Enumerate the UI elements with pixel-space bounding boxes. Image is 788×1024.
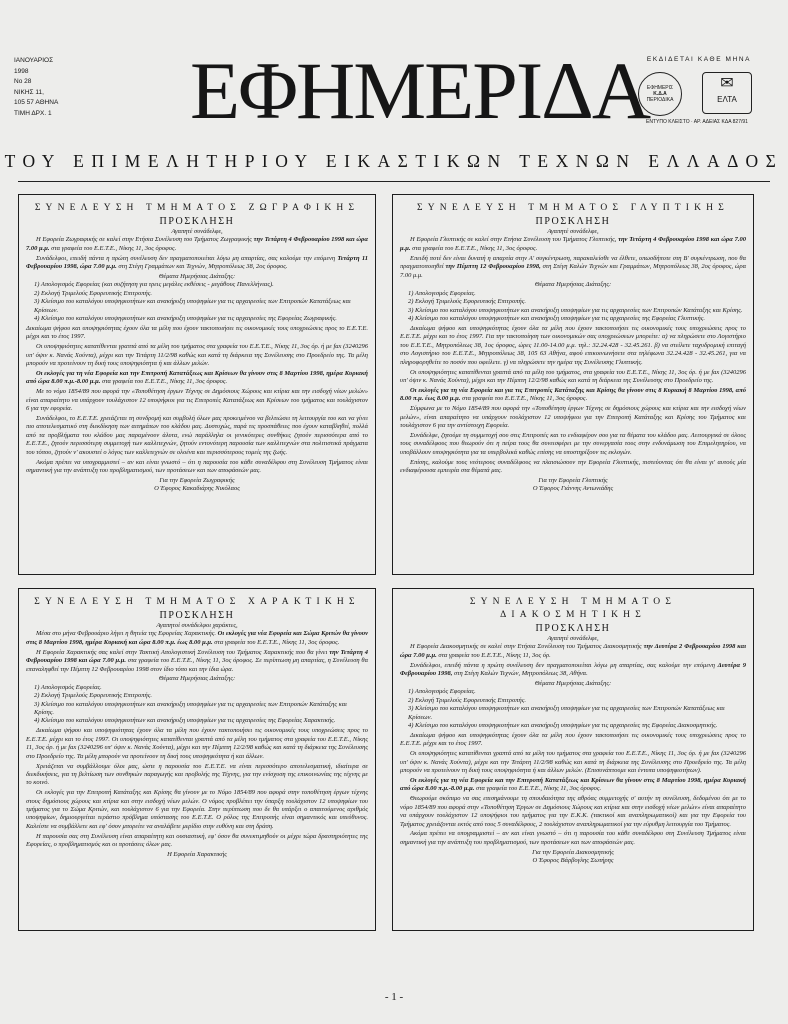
- notice-paragraph: Επειδή ποτέ δεν είναι δυνατή η απαρτία στην Α' συγκέντρωση, παρακαλείσθε να έλθετε, οπωσδήποτε στη Β' συγκέντρωση, που θα πραγματοποιηθεί την Πέμπτη 12 Φεβρουαρίου 1998, στη Στέγη Καλών Τεχνών και Γραμμάτων, Μητροπόλεως 38, 2ος όροφος, ώρα 7.00 μ.μ.: [400, 254, 746, 279]
- postal-note: ΕΝΤΥΠΟ ΚΛΕΙΣΤΟ · ΑΡ. ΑΔΕΙΑΣ ΚΔΑ 827/91: [646, 119, 748, 125]
- postal-stamp-icon: [638, 72, 682, 116]
- notice-greeting: Αγαπητοί συνάδελφοι χαράκτες,: [156, 622, 238, 629]
- agenda-item: 4) Κλείσιμο του καταλόγου υποψηφιοτήτων και ανακήρυξη υποψηφίων για τις αρχαιρεσίες της Εφορείας Διακοσμητικής.: [408, 722, 718, 730]
- notice-greeting: Αγαπητέ συνάδελφε,: [171, 228, 223, 235]
- notice-paragraph: Θεωρούμε σκόπιμο να σας επισημάνουμε τη σπουδαιότητα της αθρόας συμμετοχής σ' αυτήν τη συνέλευση, δεδομένου ότι με το νόμο 1854/89 που αφορά στην «Τοποθέτηση Έργων σε Δημόσιους Χώρους και κτίρια και στην εισδοχή νέων μελών» είναι απαραίτητο να υπάρχουν τουλάχιστον 12 υποψήφιοι του τμήματος για την Ε.Κ.Κ. (τακτικοί και αναπληρωματικοί) και για την Εφορεία του Τμήματος χρειάζονται εκτός από τους 5 συναδέλφους, 2 τουλάχιστον αναπληρωματικοί για την εύρυθμη λειτουργία του Τμήματος.: [400, 795, 746, 828]
- notice-invite: ΠΡΟΣΚΛΗΣΗ: [159, 216, 235, 227]
- agenda-list: [400, 688, 746, 730]
- notice-invite: ΠΡΟΣΚΛΗΣΗ: [159, 610, 235, 621]
- masthead-subtitle: ΤΟΥ ΕΠΙΜΕΛΗΤΗΡΙΟΥ ΕΙΚΑΣΤΙΚΩΝ ΤΕΧΝΩΝ ΕΛΛΑΔΟΣ: [4, 151, 784, 171]
- notice-greeting: Αγαπητέ συνάδελφε,: [547, 635, 599, 642]
- notice-paragraph: Συνάδελφοι, το Ε.Ε.Τ.Ε. χρειάζεται τη συνδρομή και συμβολή όλων μας προκειμένου να βελτιώσει τη λειτουργία του και να γίνει πιο αποτελεσματικό στη διεκδίκηση των αιτημάτων του κλάδου μας. Δυστυχώς, παρά τις προσπάθειες που έχουν καταβληθεί, πολλά από τα προβλήματα του κλάδου μας παραμένουν άλυτα, ενώ παράλληλα οι γενικότερες συνθήκες ζητούν περισσότερα από το Ε.Ε.Τ.Ε., ζητούν περισσότερη συμμετοχή των καλλιτεχνών, ζητούν εντονότερη παρουσία των καλλιτεχνών στα πολιτιστικά πράγματα του τόπου, ζητούν ν' ακουστεί ο λόγος των καλλιτεχνών σε ολοένα και περισσότερους τομείς της ζωής.: [26, 415, 368, 456]
- notice-paragraph: Οι εκλογές για τη νέα Εφορεία και για τις Επιτροπές Κατάταξης και Κρίσης θα γίνουν στις 8 Κυριακή 8 Μαρτίου 1998, από 8.00 π.μ. έως 8.00 μ.μ. στα γραφεία του Ε.Ε.Τ.Ε., Νίκης 11, 3ος όροφος.: [400, 386, 746, 403]
- issue-meta: [14, 56, 58, 119]
- signature-line: Για την Εφορεία Διακοσμητικής: [532, 848, 614, 856]
- notice-greeting: Αγαπητέ συνάδελφε,: [547, 228, 599, 235]
- agenda-item: 4) Κλείσιμο του καταλόγου υποψηφιοτήτων και ανακήρυξη υποψηφίων για τις αρχαιρεσίες της Εφορείας Χαρακτικής.: [34, 717, 336, 725]
- notice-paragraph: Οι υποψηφιότητες κατατίθενται γραπτά από τα μέλη του τμήματος, στα γραφεία του Ε.Ε.Τ.Ε., Νίκης 11, 3ος όρ. ή με fax (3240296 υπ' όψιν κ. Νανάς Χούντα), μέχρι και την Πέμπτη 12/2/98 καθώς και κατά τη διάρκεια της Συνέλευσης στο Προεδρείο της.: [400, 368, 746, 384]
- stamp-line-1: ΕΦΗΜΕΡΙΣ: [646, 85, 674, 91]
- notice-heading: ΣΥΝΕΛΕΥΣΗ ΤΜΗΜΑΤΟΣ ΓΛΥΠΤΙΚΗΣ: [417, 203, 729, 213]
- notice-paragraph: Σύμφωνα με το Νόμο 1854/89 που αφορά την «Τοποθέτηση έργων Τέχνης σε δημόσιους χώρους και κτίρια και την εισδοχή νέων μελών», είναι απαραίτητο να υπάρχουν τουλάχιστον 12 υποψήφιοι για την Επιτροπή Κατάταξης και Κρίσης του Τμήματος και τουλάχιστον 6 για την αντίστοιχη Εφορεία.: [400, 405, 746, 429]
- address-street: ΝΙΚΗΣ 11,: [14, 88, 44, 96]
- agenda-title: Θέματα Ημερήσιας Διάταξης:: [534, 281, 612, 289]
- notice-paragraph: Οι εκλογές για τη νέα Εφορεία και την Επιτροπή Κατατάξεως και Κρίσεων θα γίνουν στις 8 Μαρτίου 1998, ημέρα Κυριακή από ώρα 8.00 π.μ.-8.00 μ.μ. στα γραφεία του Ε.Ε.Τ.Ε., Νίκης 11, 3ος όροφος.: [26, 370, 368, 386]
- notice-paragraph: Συνάδελφε, ζητούμε τη συμμετοχή σου στις Επιτροπές και το ενδιαφέρον σου για τα θέματα του κλάδου μας. Λειτουργικά σε όλους τους συναδέλφους που θεωρούν ότι η πείρα τους θα συνεισφέρει με την συνεργασία τους στην ενδυνάμωση του Επιμελητηρίου, να υποβάλλουν υποψηφιότητα για τα υπερβολικά καθώς επίσης να υποστηρίξουν τις εκλογών.: [400, 431, 746, 456]
- notice-paragraph: Ακόμα πρέπει να υπογραμμιστεί – αν και είναι γνωστό – ότι η παρουσία του κάθε συναδέλφου στη Συνέλευση Τμήματος είναι σημαντική για την ανάπτυξη του προβληματισμού, των προτάσεων και των αποφάσεών μας.: [26, 458, 368, 474]
- notice-paragraph: Δικαίωμα ψήφου και υποψηφιότητας έχουν όλα τα μέλη που έχουν τακτοποιήσει τις οικονομικές τους υποχρεώσεις προς το Ε.Ε.Τ.Ε. μέχρι και το έτος 1997. Οι υποψηφιότητες κατατίθενται γραπτά από τα μέλη του τμήματος στα γραφεία του Ε.Ε.Τ.Ε., Νίκης 11, 3ος όρ. ή με fax (3240296 υπ' όψιν κ. Νανάς Χούντα), μέχρι και την Πέμπτη 12/2/98 καθώς και κατά τη διάρκεια της Συνέλευσης στο Προεδρείο της. Τα μέλη μπορούν να προτείνουν τη δική τους υποψηφιότητα ή και άλλων.: [26, 727, 368, 760]
- elta-logo: [702, 72, 752, 114]
- notice-paragraph: Οι εκλογές για τη νέα Εφορεία και την Επιτροπή Κατατάξεως και Κρίσεων θα γίνουν στις 8 Μαρτίου 1998, ημέρα Κυριακή από ώρα 8.00 π.μ.-8.00 μ.μ. στα γραφεία του Ε.Ε.Τ.Ε., Νίκης 11, 3ος όροφος.: [400, 777, 746, 793]
- agenda-list: [400, 290, 746, 324]
- agenda-item: 1) Απολογισμός Εφορείας.: [408, 688, 476, 696]
- notice-paragraph: Η Εφορεία Χαρακτικής σας καλεί στην Τακτική Απολογιστική Συνέλευση του Τμήματος Χαρακτικής που θα γίνει την Τετάρτη 4 Φεβρουαρίου 1998 και ώρα 7.00 μ.μ. στα γραφεία του Ε.Ε.Τ.Ε., Νίκης 11, 3ος όροφος. Σε περίπτωση μη απαρτίας, η Συνέλευση θα επαναληφθεί την Πέμπτη 12 Φεβρουαρίου 1998 στον ίδιο τόπο και την ίδια ώρα.: [26, 648, 368, 673]
- agenda-title: Θέματα Ημερήσιας Διάταξης:: [158, 675, 236, 683]
- notice-paragraph: Συνάδελφοι, επειδή πάντα η πρώτη συνέλευση δεν πραγματοποιείται λόγω μη απαρτίας, σας καλούμε την επόμενη Δευτέρα 9 Φεβρουαρίου 1998, στη Στέγη Καλών Τεχνών, Μητροπόλεως 38, Αθήνα.: [400, 661, 746, 678]
- signature-name: Ο Έφορος Βάρβογλης Σωτήρης: [532, 857, 614, 865]
- notice-painting: [18, 194, 376, 575]
- post-horn-icon: ✉: [720, 75, 734, 92]
- notice-paragraph: Δικαίωμα ψήφου και υποψηφιότητας έχουν όλα τα μέλη που έχουν τακτοποιήσει τις οικονομικές τους υποχρεώσεις προς το Ε.Ε.Τ.Ε. μέχρι και το έτος 1997.: [400, 731, 746, 748]
- stamp-line-3: ΠΕΡΙΟΔΙΚΑ: [646, 97, 674, 103]
- agenda-item: 2) Εκλογή Τριμελούς Εφορευτικής Επιτροπής.: [34, 692, 152, 700]
- signature-line: Για την Εφορεία Ζωγραφικής: [159, 476, 235, 484]
- agenda-item: 2) Εκλογή Τριμελούς Εφορευτικής Επιτροπής.: [408, 298, 526, 306]
- notice-sculpture: [392, 194, 754, 575]
- notice-invite: ΠΡΟΣΚΛΗΣΗ: [535, 623, 611, 634]
- signature-line: Η Εφορεία Χαρακτικής: [167, 851, 227, 859]
- notice-paragraph: Μέσα στο μήνα Φεβρουάριο λήγει η θητεία της Εφορείας Χαρακτικής. Οι εκλογές για νέα Εφορεία και Σώμα Κριτών θα γίνουν στις 8 Μαρτίου 1998, ημέρα Κυριακή και ώρα 8.00 π.μ. έως 8.00 μ.μ. στα γραφεία του Ε.Ε.Τ.Ε., Νίκης 11, 3ος όροφος.: [26, 630, 368, 646]
- agenda-item: 3) Κλείσιμο του καταλόγου υποψηφιοτήτων και ανακήρυξη υποψηφίων για τις αρχαιρεσίες των Επιτροπών Κατατάξεως και Κρίσεων.: [34, 298, 351, 314]
- agenda-item: 1) Απολογισμός Εφορείας.: [408, 289, 476, 297]
- notice-paragraph: Η παρουσία σας στη Συνέλευση είναι απαραίτητη και ουσιαστική, εφ' όσον θα συνεκτιμηθούν οι μέχρι τώρα δραστηριότητες της Εφορείας, ο προβληματισμός και οι προτάσεις όλων μας.: [26, 832, 368, 849]
- issue-year: 1998: [14, 67, 29, 75]
- header-divider: [18, 181, 770, 182]
- notice-heading: ΣΥΝΕΛΕΥΣΗ ΤΜΗΜΑΤΟΣ ΧΑΡΑΚΤΙΚΗΣ: [34, 597, 360, 607]
- agenda-item: 2) Εκλογή Τριμελούς Εφορευτικής Επιτροπής.: [408, 696, 526, 704]
- issue-price: ΤΙΜΗ ΔΡΧ. 1: [14, 109, 52, 117]
- notice-printmaking: [18, 588, 376, 931]
- notice-paragraph: Με το νόμο 1854/89 που αφορά την «Τοποθέτηση έργων Τέχνης σε Δημόσιους Χώρους και κτίρια και την εισδοχή νέων μελών» είναι απαραίτητο να υπάρχουν τουλάχιστον 12 υποψήφιοι για τις Επιτροπές Κατατάξεως και Κρίσεων του τμήματος και τουλάχιστον 6 για την εφορεία.: [26, 388, 368, 413]
- agenda-item: 2) Εκλογή Τριμελούς Εφορευτικής Επιτροπής.: [34, 289, 152, 297]
- agenda-item: 3) Κλείσιμο του καταλόγου υποψηφιοτήτων και ανακήρυξη υποψηφίων για τις αρχαιρεσίες των Επιτροπών Κατάταξης και Κρίσης.: [408, 306, 743, 314]
- agenda-item: 3) Κλείσιμο του καταλόγου υποψηφιοτήτων και ανακήρυξη υποψηφίων για τις αρχαιρεσίες των Επιτροπών Κατάταξης και Κρίσης.: [34, 700, 347, 717]
- address-city: 105 57 ΑΘΗΝΑ: [14, 99, 59, 106]
- notice-paragraph: Συνάδελφοι, επειδή πάντα η πρώτη συνέλευση δεν πραγματοποιείται λόγω μη απαρτίας, σας καλούμε την επόμενη Τετάρτη 11 Φεβρουαρίου 1998, ώρα 7.00 μ.μ. στη Στέγη Γραμμάτων και Τεχνών, Μητροπόλεως 38, 2ος όροφος.: [26, 254, 368, 271]
- notice-paragraph: Χρειάζεται να συμβάλλουμε όλοι μας, ώστε η παρουσία του Ε.Ε.Τ.Ε. να είναι περισσότερο αποτελεσματική, ιδιαίτερα σε διεκδικήσεις, για τη βελτίωση των συνθηκών παραγωγής και προβολής της Τέχνης, για την ενίσχυση της επικοινωνίας της τέχνης με το κοινό.: [26, 762, 368, 787]
- notice-paragraph: Οι εκλογές για την Επιτροπή Κατάταξης και Κρίσης θα γίνουν με το Νόμο 1854/89 που αφορά στην τοποθέτηση έργων τέχνης στους δημόσιους χώρους και κτίρια και στην εισδοχή νέων μελών. Ο νόμος προβλέπει την ύπαρξη τουλάχιστον 12 υποψηφίων του τμήματος για το Σώμα Κριτών, και τουλάχιστον 6 για την Εφορεία. Στην περίπτωση που δε θα υπάρξει ο απαιτούμενος αριθμός υποψηφίων, δημιουργείται τεράστιο πρόβλημα υπόστασης του Ε.Ε.Τ.Ε. Ο ρόλος της Επιτροπής είναι σημαντικός και υπεύθυνος. Καλείστε να συμβάλλετε και εφ' όσον μπορείτε να αναλάβετε μερίδιο στην ευθύνη και στη δράση.: [26, 789, 368, 830]
- signature-name: Ο Έφορος Κακαδιάρης Νικόλαος: [154, 485, 240, 493]
- stamp-line-2: Κ.Δ.Α: [653, 91, 667, 97]
- notice-paragraph: Δικαίωμα ψήφου και υποψηφιότητας έχουν όλα τα μέλη που έχουν τακτοποιήσει τις οικονομικές τους υποχρεώσεις προς το Ε.Ε.Τ.Ε. μέχρι και το έτος 1997. Για την τακτοποίηση των οικονομικών σας υποχρεώσεων μπορείτε: α) να πληρώσετε στο Λογιστήριο του Ε.Ε.Τ.Ε., Μητροπόλεως 38, 1ος όροφος, ώρες 11.00-14.00 μ.μ. τηλ.: 32.24.428 - 32.45.261. β) να στείλετε ταχυδρομική επιταγή στο Λογιστήριο του Ε.Ε.Τ.Ε., Μητροπόλεως 38, 105 63 Αθήνα, αφού επικοινωνήσετε στα τηλέφωνα 32.24.428 - 32.45.261, για να πληροφορηθείτε το ποσόν που οφείλετε. γ) να πληρώσετε την ημέρα της Συνέλευσης Γλυπτικής.: [400, 324, 746, 366]
- notice-decorative: [392, 588, 754, 931]
- notice-paragraph: Επίσης, καλούμε τους νεότερους συναδέλφους να πλαισιώσουν την Εφορεία Γλυπτικής, πιστεύοντας ότι θα είναι γι' αυτούς μία ενδιαφέρουσα εμπειρία στα θέματά μας.: [400, 458, 746, 474]
- agenda-title: Θέματα Ημερήσιας Διάταξης:: [534, 680, 612, 688]
- agenda-list: [26, 281, 368, 323]
- issue-number: Νο 28: [14, 78, 32, 85]
- notice-heading: ΣΥΝΕΛΕΥΣΗ ΤΜΗΜΑΤΟΣ ΖΩΓΡΑΦΙΚΗΣ: [34, 203, 360, 213]
- signature-line: Για την Εφορεία Γλυπτικής: [538, 476, 608, 484]
- page-number: - 1 -: [384, 991, 404, 1003]
- notice-paragraph: Οι υποψηφιότητες κατατίθενται γραπτά από τα μέλη του τμήματος στα γραφεία του Ε.Ε.Τ.Ε., Νίκης 11, 3ος όρ. ή με fax (3240296 υπ' όψιν κ. Νανάς Χούντα), μέχρι και την Τετάρτη 11/2/98 καθώς και κατά τη διάρκεια της Συνέλευσης στο Προεδρείο της. Τα μέλη μπορούν να προτείνουν τη δική τους υποψηφιότητα ή και άλλων μελών. (Επισυνάπτουμε και έντυπα υποψηφιοτήτων).: [400, 750, 746, 775]
- notice-invite: ΠΡΟΣΚΛΗΣΗ: [535, 216, 611, 227]
- notice-paragraph: Η Εφορεία Ζωγραφικής σε καλεί στην Ετήσια Συνέλευση του Τμήματος Ζωγραφικής την Τετάρτη 4 Φεβρουαρίου 1998 και ώρα 7.00 μ.μ. στα γραφεία του Ε.Ε.Τ.Ε., Νίκης 11, 3ος όροφος.: [26, 236, 368, 252]
- agenda-item: 4) Κλείσιμο του καταλόγου υποψηφιοτήτων και ανακήρυξη υποψηφίων για τις αρχαιρεσίες της Εφορείας Γλυπτικής.: [408, 315, 705, 323]
- agenda-item: 1) Απολογισμός Εφορείας.: [34, 683, 102, 691]
- notice-paragraph: Δικαίωμα ψήφου και υποψηφιότητας έχουν όλα τα μέλη που έχουν τακτοποιήσει τις οικονομικές τους υποχρεώσεις προς το Ε.Ε.Τ.Ε. μέχρι και το έτος 1997.: [26, 324, 368, 341]
- agenda-item: 4) Κλείσιμο του καταλόγου υποψηφιοτήτων και ανακήρυξη υποψηφίων για τις αρχαιρεσίες της Εφορείας Ζωγραφικής.: [34, 315, 337, 323]
- publication-frequency: ΕΚΔΙΔΕΤΑΙ ΚΑΘΕ ΜΗΝΑ: [646, 56, 752, 63]
- masthead-title: ΕΦΗΜΕΡΙΔΑ: [190, 45, 650, 136]
- issue-month: ΙΑΝΟΥΑΡΙΟΣ: [14, 57, 54, 64]
- agenda-item: 3) Κλείσιμο του καταλόγου υποψηφιοτήτων και ανακήρυξη υποψηφίων για τις αρχαιρεσίες των Επιτροπών Κατατάξεως και Κρίσεων.: [408, 705, 725, 721]
- notice-paragraph: Η Εφορεία Γλυπτικής σε καλεί στην Ετήσια Συνέλευση του Τμήματος Γλυπτικής, την Τετάρτη 4 Φεβρουαρίου 1998 και ώρα 7.00 μ.μ. στα γραφεία του Ε.Ε.Τ.Ε., Νίκης 11, 3ος όροφος.: [400, 236, 746, 252]
- agenda-list: [26, 684, 368, 726]
- notice-paragraph: Ακόμα πρέπει να υπογραμμιστεί – αν και είναι γνωστό – ότι η παρουσία του κάθε συναδέλφου στη Συνέλευση Τμήματος είναι σημαντική για την ανάπτυξη του προβληματισμού, των προτάσεων και των αποφάσεών μας.: [400, 830, 746, 846]
- agenda-item: 1) Απολογισμός Εφορείας (και συζήτηση για τρεις μεγάλες εκθέσεις - μεγάθους Πανελλήνιας).: [34, 281, 274, 289]
- notice-heading: ΣΥΝΕΛΕΥΣΗ ΤΜΗΜΑΤΟΣ ΔΙΑΚΟΣΜΗΤΙΚΗΣ: [469, 597, 677, 620]
- agenda-title: Θέματα Ημερήσιας Διάταξης:: [158, 273, 236, 281]
- signature-name: Ο Έφορος Γιάννης Αντωνιάδης: [532, 485, 614, 493]
- notice-paragraph: Οι υποψηφιότητες κατατίθενται γραπτά από τα μέλη του τμήματος στα γραφεία του Ε.Ε.Τ.Ε., Νίκης 11, 3ος όρ. ή με fax (3240296 υπ' όψιν κ. Νανάς Χούντα), μέχρι και την Τετάρτη 11/2/98 καθώς και κατά τη διάρκεια της Συνέλευσης στο Προεδρείο της. Τα μέλη μπορούν να προτείνουν τη δική τους υποψηφιότητα ή και άλλων μελών.: [26, 343, 368, 368]
- notice-paragraph: Η Εφορεία Διακοσμητικής σε καλεί στην Ετήσια Συνέλευση του Τμήματος Διακοσμητικής την Δευτέρα 2 Φεβρουαρίου 1998 και ώρα 7.00 μ.μ. στα γραφεία του Ε.Ε.Τ.Ε., Νίκης 11, 3ος όρ.: [400, 643, 747, 659]
- elta-label: ΕΛΤΑ: [717, 95, 737, 104]
